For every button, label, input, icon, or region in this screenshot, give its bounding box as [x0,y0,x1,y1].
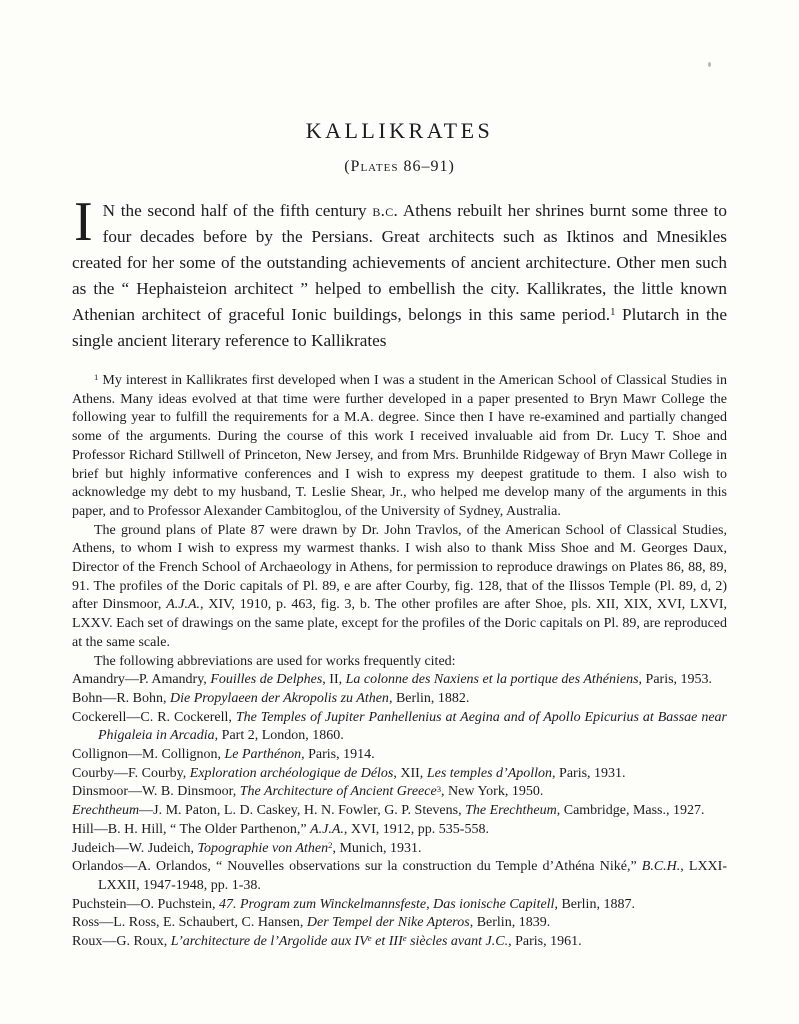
abbreviations-intro: The following abbreviations are used for works frequently cited: [94,653,456,669]
abbreviation-entry: Ross—L. Ross, E. Schaubert, C. Hansen, Der Tempel der Nike Apteros, Berlin, 1839. [72,915,551,931]
drop-cap: I [74,191,93,253]
abbreviation-entry: Dinsmoor—W. B. Dinsmoor, The Architecture of Ancient Greece$^3$, New York, 1950. [72,783,544,800]
abbreviation-entry: Orlandos—A. Orlandos, “ Nouvelles observations sur la construction du Temple d’Athéna Niké,” B.C.H., LXXI-LXXII, 1947-1948, pp. 1-38. [72,859,727,893]
footnotes-section [72,372,727,952]
page-title: KALLIKRATES [305,118,494,143]
intro-paragraph [72,191,727,354]
abbreviation-entry: Bohn—R. Bohn, Die Propylaeen der Akropolis zu Athen, Berlin, 1882. [72,690,470,706]
abbreviation-entry: Amandry—P. Amandry, Fouilles de Delphes, II, La colonne des Naxiens et la portique des Athéniens, Paris, 1953. [72,672,713,688]
abbreviations-list [72,671,727,952]
abbreviation-entry: Roux—G. Roux, L’architecture de l’Argolide aux IVe et IIIe siècles avant J.C., Paris, 1961. [72,933,582,950]
abbreviation-entry: Collignon—M. Collignon, Le Parthénon, Paris, 1914. [72,747,375,763]
scan-artifact [708,62,711,67]
abbreviation-entry: Puchstein—O. Puchstein, 47. Program zum Winckelmannsfeste, Das ionische Capitell, Berlin, 1887. [72,896,635,912]
footnote-1: $^1$ My interest in Kallikrates first developed when I was a student in the American School of Classical Studies in Athens. Many ideas evolved at that time were further developed in a paper presented to Bryn Mawr College the following year to fulfill the requirements for a M.A. degree. Since then I have re-examined and partially changed some of the arguments. During the course of this work I received invaluable aid from Dr. Lucy T. Shoe and Professor Richard Stillwell of Princeton, New Jersey, and from Mrs. Brunhilde Ridgeway of Bryn Mawr College in brief but highly informative conferences and I wish to express my deepest gratitude to them. I also wish to acknowledge my debt to my husband, T. Leslie Shear, Jr., who helped me develop many of the arguments in this paper, and to Professor Alexander Cambitoglou, of the University of Sydney, Australia. [72,372,727,519]
abbreviation-entry: Judeich—W. Judeich, Topographie von Athen$^2$, Munich, 1931. [72,839,422,856]
abbreviation-entry: Courby—F. Courby, Exploration archéologique de Délos, XII, Les temples d’Apollon, Paris, 1931. [72,765,626,781]
abbreviation-entry: Erechtheum—J. M. Paton, L. D. Caskey, H. N. Fowler, G. P. Stevens, The Erechtheum, Cambridge, Mass., 1927. [72,803,705,819]
plates-subtitle: (Plates 86–91) [344,158,455,175]
abbreviation-entry: Hill—B. H. Hill, “ The Older Parthenon,” A.J.A., XVI, 1912, pp. 535-558. [72,821,489,837]
intro-paragraph-text: N the second half of the fifth century b.c. Athens rebuilt her shrines burnt some three to four decades before by the Persians. Great architects such as Iktinos and Mnesikles created for her some of the outstanding achievements of ancient architecture. Other men such as the “ Hephaisteion architect ” helped to embellish the city. Kallikrates, the little known Athenian architect of graceful Ionic buildings, belongs in this same period.$^1$ Plutarch in the single ancient literary reference to Kallikrates [72,201,727,350]
footnote-2: The ground plans of Plate 87 were drawn by Dr. John Travlos, of the American School of Classical Studies, Athens, to whom I wish to express my warmest thanks. I wish also to thank Miss Shoe and M. Georges Daux, Director of the French School of Archaeology in Athens, for permission to reproduce drawings on Plates 86, 88, 89, 91. The profiles of the Doric capitals of Pl. 89, e are after Courby, fig. 128, that of the Ilissos Temple (Pl. 89, d, 2) after Dinsmoor, A.J.A., XIV, 1910, p. 463, fig. 3, b. The other profiles are after Shoe, pls. XII, XIX, XVI, LXVI, LXXV. Each set of drawings on the same plate, except for the profiles of the Doric capitals on Pl. 89, are reproduced at the same scale. [72,522,727,650]
abbreviation-entry: Cockerell—C. R. Cockerell, The Temples of Jupiter Panhellenius at Aegina and of Apollo Epicurius at Bassae near Phigaleia in Arcadia, Part 2, London, 1860. [72,709,727,744]
